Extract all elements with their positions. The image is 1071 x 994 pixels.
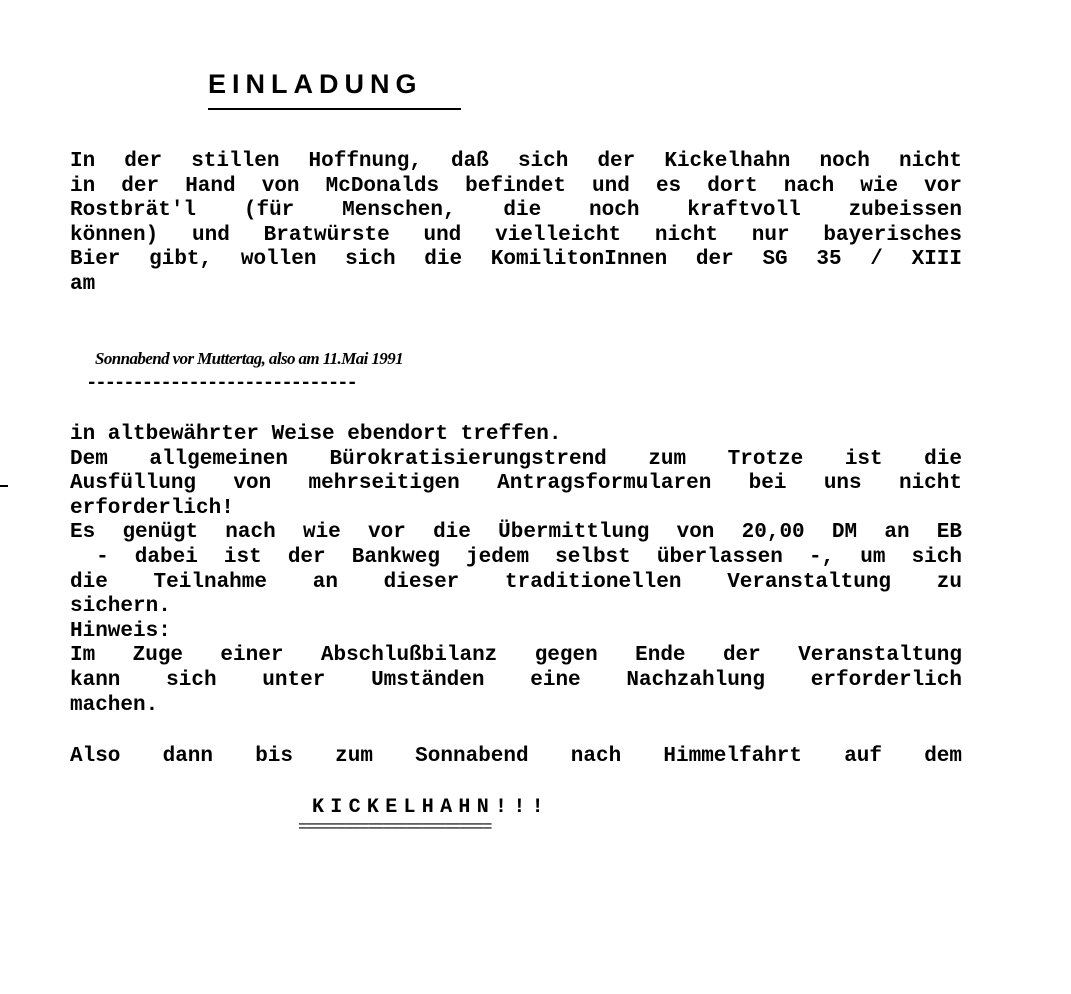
body-line: Es genügt nach wie vor die Übermittlung von 20,00 DM an EB: [70, 521, 962, 545]
body-line: sichern.: [70, 595, 171, 619]
body-line: machen.: [70, 693, 159, 717]
intro-line: In der stillen Hoffnung, daß sich der Kickelhahn noch nicht: [70, 150, 962, 173]
intro-line: in der Hand von McDonalds befindet und es dort nach wie vor: [70, 174, 962, 198]
closing-line: Also dann bis zum Sonnabend nach Himmelfahrt auf dem: [70, 745, 962, 768]
body-line: erforderlich!: [70, 496, 234, 520]
closing-paragraph: [70, 745, 962, 770]
body-line: Im Zuge einer Abschlußbilanz gegen Ende der Veranstaltung: [70, 644, 962, 668]
title-underline: [208, 108, 461, 110]
body-line: Ausfüllung von mehrseitigen Antragsformularen bei uns nicht: [70, 472, 962, 496]
document-title: EINLADUNG: [208, 69, 423, 99]
intro-line: Rostbrät'l (für Menschen, die noch kraftvoll zubeissen: [70, 199, 962, 223]
body-paragraph: [70, 423, 962, 718]
closing-double-underline: =========================: [298, 822, 491, 832]
intro-line: Bier gibt, wollen sich die KomilitonInnen der SG 35 / XIII: [70, 248, 962, 272]
margin-mark: [0, 485, 8, 487]
body-line: die Teilnahme an dieser traditionellen Veranstaltung zu: [70, 570, 962, 594]
closing-word: KICKELHAHN!!!: [312, 796, 550, 819]
intro-line: am: [70, 272, 96, 296]
body-line: in altbewährter Weise ebendort treffen.: [70, 423, 562, 446]
body-line: - dabei ist der Bankweg jedem selbst überlassen -, um sich: [70, 545, 962, 569]
body-line: Dem allgemeinen Bürokratisierungstrend zum Trotze ist die: [70, 447, 962, 471]
intro-paragraph: [70, 150, 962, 298]
date-underline: -----------------------------: [86, 372, 356, 394]
body-line: kann sich unter Umständen eine Nachzahlung erforderlich: [70, 668, 962, 692]
intro-line: können) und Bratwürste und vielleicht nicht nur bayerisches: [70, 223, 962, 247]
body-line: Hinweis:: [70, 619, 171, 643]
event-date: Sonnabend vor Muttertag, also am 11.Mai 1991: [95, 349, 403, 368]
